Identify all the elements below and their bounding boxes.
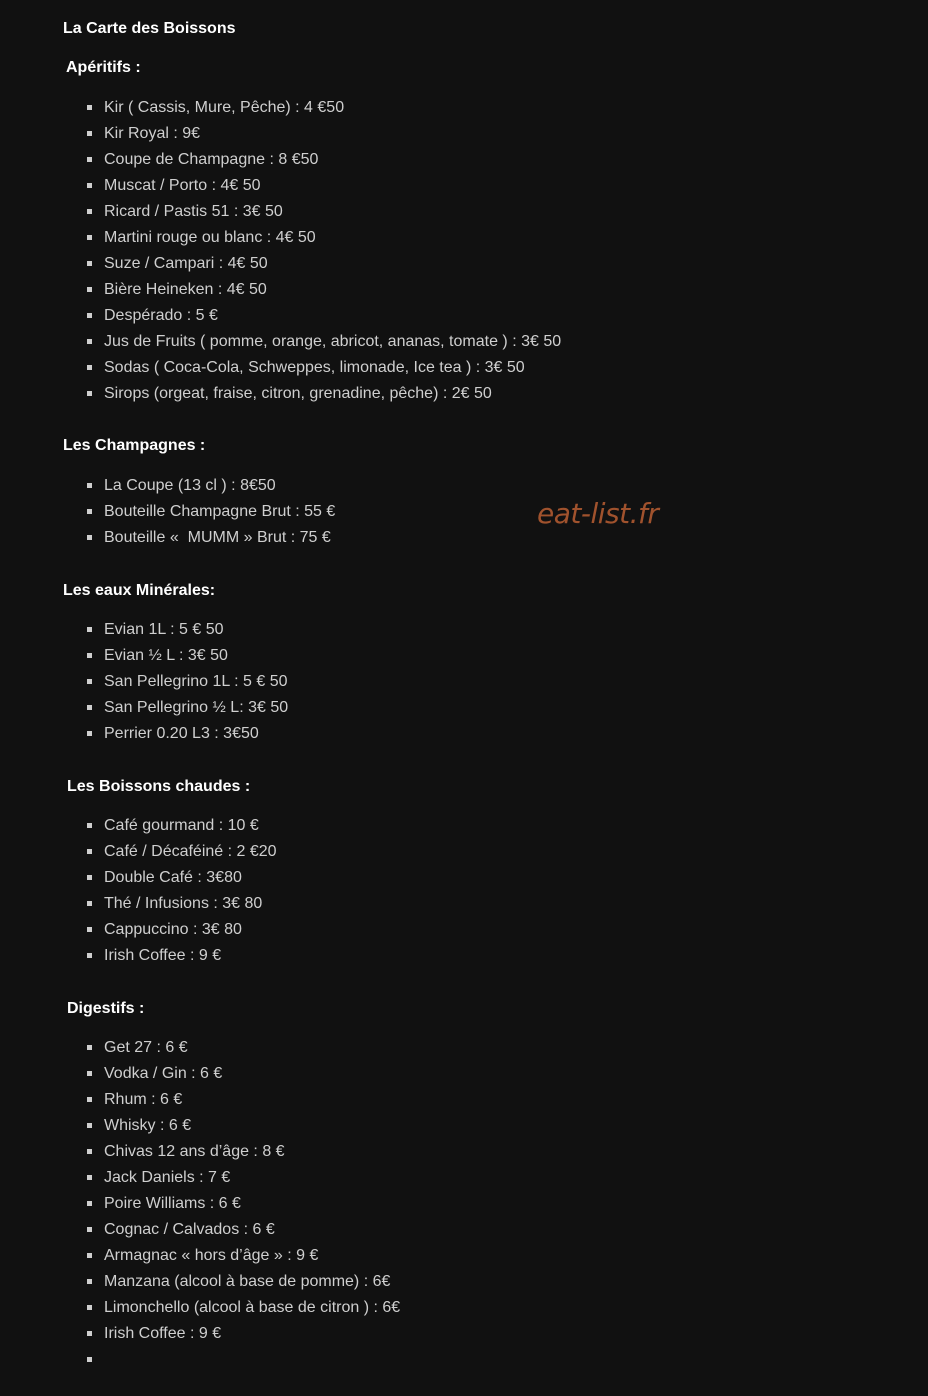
- menu-item: [0, 199, 561, 225]
- square-bullet-icon: [87, 823, 92, 828]
- menu-item: [0, 813, 277, 839]
- menu-item-label: Café / Décaféiné : 2 €20: [104, 843, 277, 860]
- menu-item-label: Bière Heineken : 4€ 50: [104, 281, 267, 298]
- menu-item: [0, 943, 277, 969]
- menu-item: [0, 695, 288, 721]
- menu-item: [0, 525, 335, 551]
- square-bullet-icon: [87, 731, 92, 736]
- menu-item: [0, 1295, 400, 1321]
- menu-item: [0, 1321, 400, 1347]
- menu-item-label: Jus de Fruits ( pomme, orange, abricot, ananas, tomate ) : 3€ 50: [104, 333, 562, 350]
- square-bullet-icon: [87, 287, 92, 292]
- menu-item-label: Evian ½ L : 3€ 50: [104, 647, 228, 664]
- menu-item-label: Cappuccino : 3€ 80: [104, 921, 242, 938]
- menu-item-label: Martini rouge ou blanc : 4€ 50: [104, 229, 316, 246]
- menu-item: [0, 1035, 400, 1061]
- square-bullet-icon: [87, 365, 92, 370]
- square-bullet-icon: [87, 679, 92, 684]
- menu-item: [0, 865, 277, 891]
- menu-item-label: Kir ( Cassis, Mure, Pêche) : 4 €50: [104, 99, 345, 116]
- menu-item: [0, 839, 277, 865]
- square-bullet-icon: [87, 1123, 92, 1128]
- menu-item-label: Irish Coffee : 9 €: [104, 947, 222, 964]
- square-bullet-icon: [87, 535, 92, 540]
- menu-item-label: Bouteille Champagne Brut : 55 €: [104, 503, 336, 520]
- menu-item-label: Chivas 12 ans d’âge : 8 €: [104, 1143, 285, 1160]
- menu-item: [0, 355, 561, 381]
- section-heading-digestifs: Digestifs :: [67, 1000, 145, 1017]
- item-list-digestifs: [0, 1035, 400, 1373]
- menu-item: [0, 617, 288, 643]
- menu-item-label: Sodas ( Coca-Cola, Schweppes, limonade, Ice tea ) : 3€ 50: [104, 359, 525, 376]
- menu-item: [0, 1191, 400, 1217]
- square-bullet-icon: [87, 705, 92, 710]
- item-list-champagnes: [0, 473, 335, 551]
- menu-item-label: Evian 1L : 5 € 50: [104, 621, 224, 638]
- square-bullet-icon: [87, 953, 92, 958]
- menu-item-label: Manzana (alcool à base de pomme) : 6€: [104, 1273, 391, 1290]
- menu-item: [0, 1139, 400, 1165]
- menu-item: [0, 1217, 400, 1243]
- square-bullet-icon: [87, 105, 92, 110]
- menu-item: [0, 95, 561, 121]
- section-heading-aperitifs: Apéritifs :: [66, 59, 141, 76]
- square-bullet-icon: [87, 1149, 92, 1154]
- square-bullet-icon: [87, 131, 92, 136]
- menu-item: [0, 329, 561, 355]
- menu-item-label: Irish Coffee : 9 €: [104, 1325, 222, 1342]
- menu-item-label: Double Café : 3€80: [104, 869, 242, 886]
- square-bullet-icon: [87, 235, 92, 240]
- menu-item: [0, 499, 335, 525]
- menu-item: [0, 891, 277, 917]
- menu-item: [0, 1087, 400, 1113]
- menu-item-label: Thé / Infusions : 3€ 80: [104, 895, 263, 912]
- item-list-aperitifs: [0, 95, 561, 407]
- square-bullet-icon: [87, 1279, 92, 1284]
- menu-item-label: Ricard / Pastis 51 : 3€ 50: [104, 203, 283, 220]
- menu-item: [0, 225, 561, 251]
- menu-item-label: Perrier 0.20 L3 : 3€50: [104, 725, 259, 742]
- square-bullet-icon: [87, 157, 92, 162]
- menu-item: [0, 251, 561, 277]
- square-bullet-icon: [87, 901, 92, 906]
- item-list-mineral-waters: [0, 617, 288, 747]
- menu-item-label: Jack Daniels : 7 €: [104, 1169, 231, 1186]
- menu-item: [0, 1165, 400, 1191]
- square-bullet-icon: [87, 1201, 92, 1206]
- menu-item: [0, 303, 561, 329]
- menu-item-label: La Coupe (13 cl ) : 8€50: [104, 477, 276, 494]
- menu-item-label: Cognac / Calvados : 6 €: [104, 1221, 275, 1238]
- menu-item-label: Suze / Campari : 4€ 50: [104, 255, 268, 272]
- menu-item: [0, 669, 288, 695]
- square-bullet-icon: [87, 483, 92, 488]
- menu-item-label: Café gourmand : 10 €: [104, 817, 259, 834]
- section-heading-champagnes: Les Champagnes :: [63, 437, 206, 454]
- square-bullet-icon: [87, 1305, 92, 1310]
- menu-item-label: Get 27 : 6 €: [104, 1039, 188, 1056]
- menu-item-label: Bouteille « MUMM » Brut : 75 €: [104, 529, 331, 546]
- square-bullet-icon: [87, 261, 92, 266]
- square-bullet-icon: [87, 1227, 92, 1232]
- menu-item-label: Sirops (orgeat, fraise, citron, grenadine, pêche) : 2€ 50: [104, 385, 492, 402]
- square-bullet-icon: [87, 339, 92, 344]
- menu-item: [0, 721, 288, 747]
- menu-item: [0, 917, 277, 943]
- square-bullet-icon: [87, 1045, 92, 1050]
- square-bullet-icon: [87, 209, 92, 214]
- menu-item-label: San Pellegrino 1L : 5 € 50: [104, 673, 288, 690]
- menu-item: [0, 643, 288, 669]
- section-heading-hot-drinks: Les Boissons chaudes :: [67, 778, 251, 795]
- menu-item: [0, 277, 561, 303]
- menu-item-label: San Pellegrino ½ L: 3€ 50: [104, 699, 289, 716]
- menu-item-label: Coupe de Champagne : 8 €50: [104, 151, 319, 168]
- section-heading-mineral-waters: Les eaux Minérales:: [63, 582, 216, 599]
- menu-item-label: Whisky : 6 €: [104, 1117, 192, 1134]
- menu-item: [0, 473, 335, 499]
- menu-item: [0, 1269, 400, 1295]
- menu-item-label: Limonchello (alcool à base de citron ) : 6€: [104, 1299, 401, 1316]
- menu-item-label: Poire Williams : 6 €: [104, 1195, 241, 1212]
- menu-item-label: Kir Royal : 9€: [104, 125, 201, 142]
- menu-item-label: Vodka / Gin : 6 €: [104, 1065, 223, 1082]
- square-bullet-icon: [87, 1071, 92, 1076]
- square-bullet-icon: [87, 927, 92, 932]
- square-bullet-icon: [87, 1331, 92, 1336]
- menu-item: [0, 147, 561, 173]
- menu-item: [0, 173, 561, 199]
- square-bullet-icon: [87, 1253, 92, 1258]
- square-bullet-icon: [87, 627, 92, 632]
- menu-item: [0, 121, 561, 147]
- item-list-hot-drinks: [0, 813, 277, 969]
- square-bullet-icon: [87, 849, 92, 854]
- square-bullet-icon: [87, 1097, 92, 1102]
- square-bullet-icon: [87, 1175, 92, 1180]
- menu-item: [0, 1347, 400, 1373]
- square-bullet-icon: [87, 653, 92, 658]
- menu-item: [0, 1243, 400, 1269]
- square-bullet-icon: [87, 391, 92, 396]
- square-bullet-icon: [87, 509, 92, 514]
- watermark-text: eat-list.fr: [537, 497, 659, 530]
- menu-item-label: Muscat / Porto : 4€ 50: [104, 177, 261, 194]
- square-bullet-icon: [87, 183, 92, 188]
- square-bullet-icon: [87, 1357, 92, 1362]
- menu-item-label: Despérado : 5 €: [104, 307, 218, 324]
- square-bullet-icon: [87, 875, 92, 880]
- page-title: La Carte des Boissons: [63, 20, 236, 37]
- menu-item-label: Armagnac « hors d’âge » : 9 €: [104, 1247, 319, 1264]
- menu-item: [0, 1061, 400, 1087]
- menu-item: [0, 1113, 400, 1139]
- square-bullet-icon: [87, 313, 92, 318]
- menu-item-label: Rhum : 6 €: [104, 1091, 183, 1108]
- menu-item: [0, 381, 561, 407]
